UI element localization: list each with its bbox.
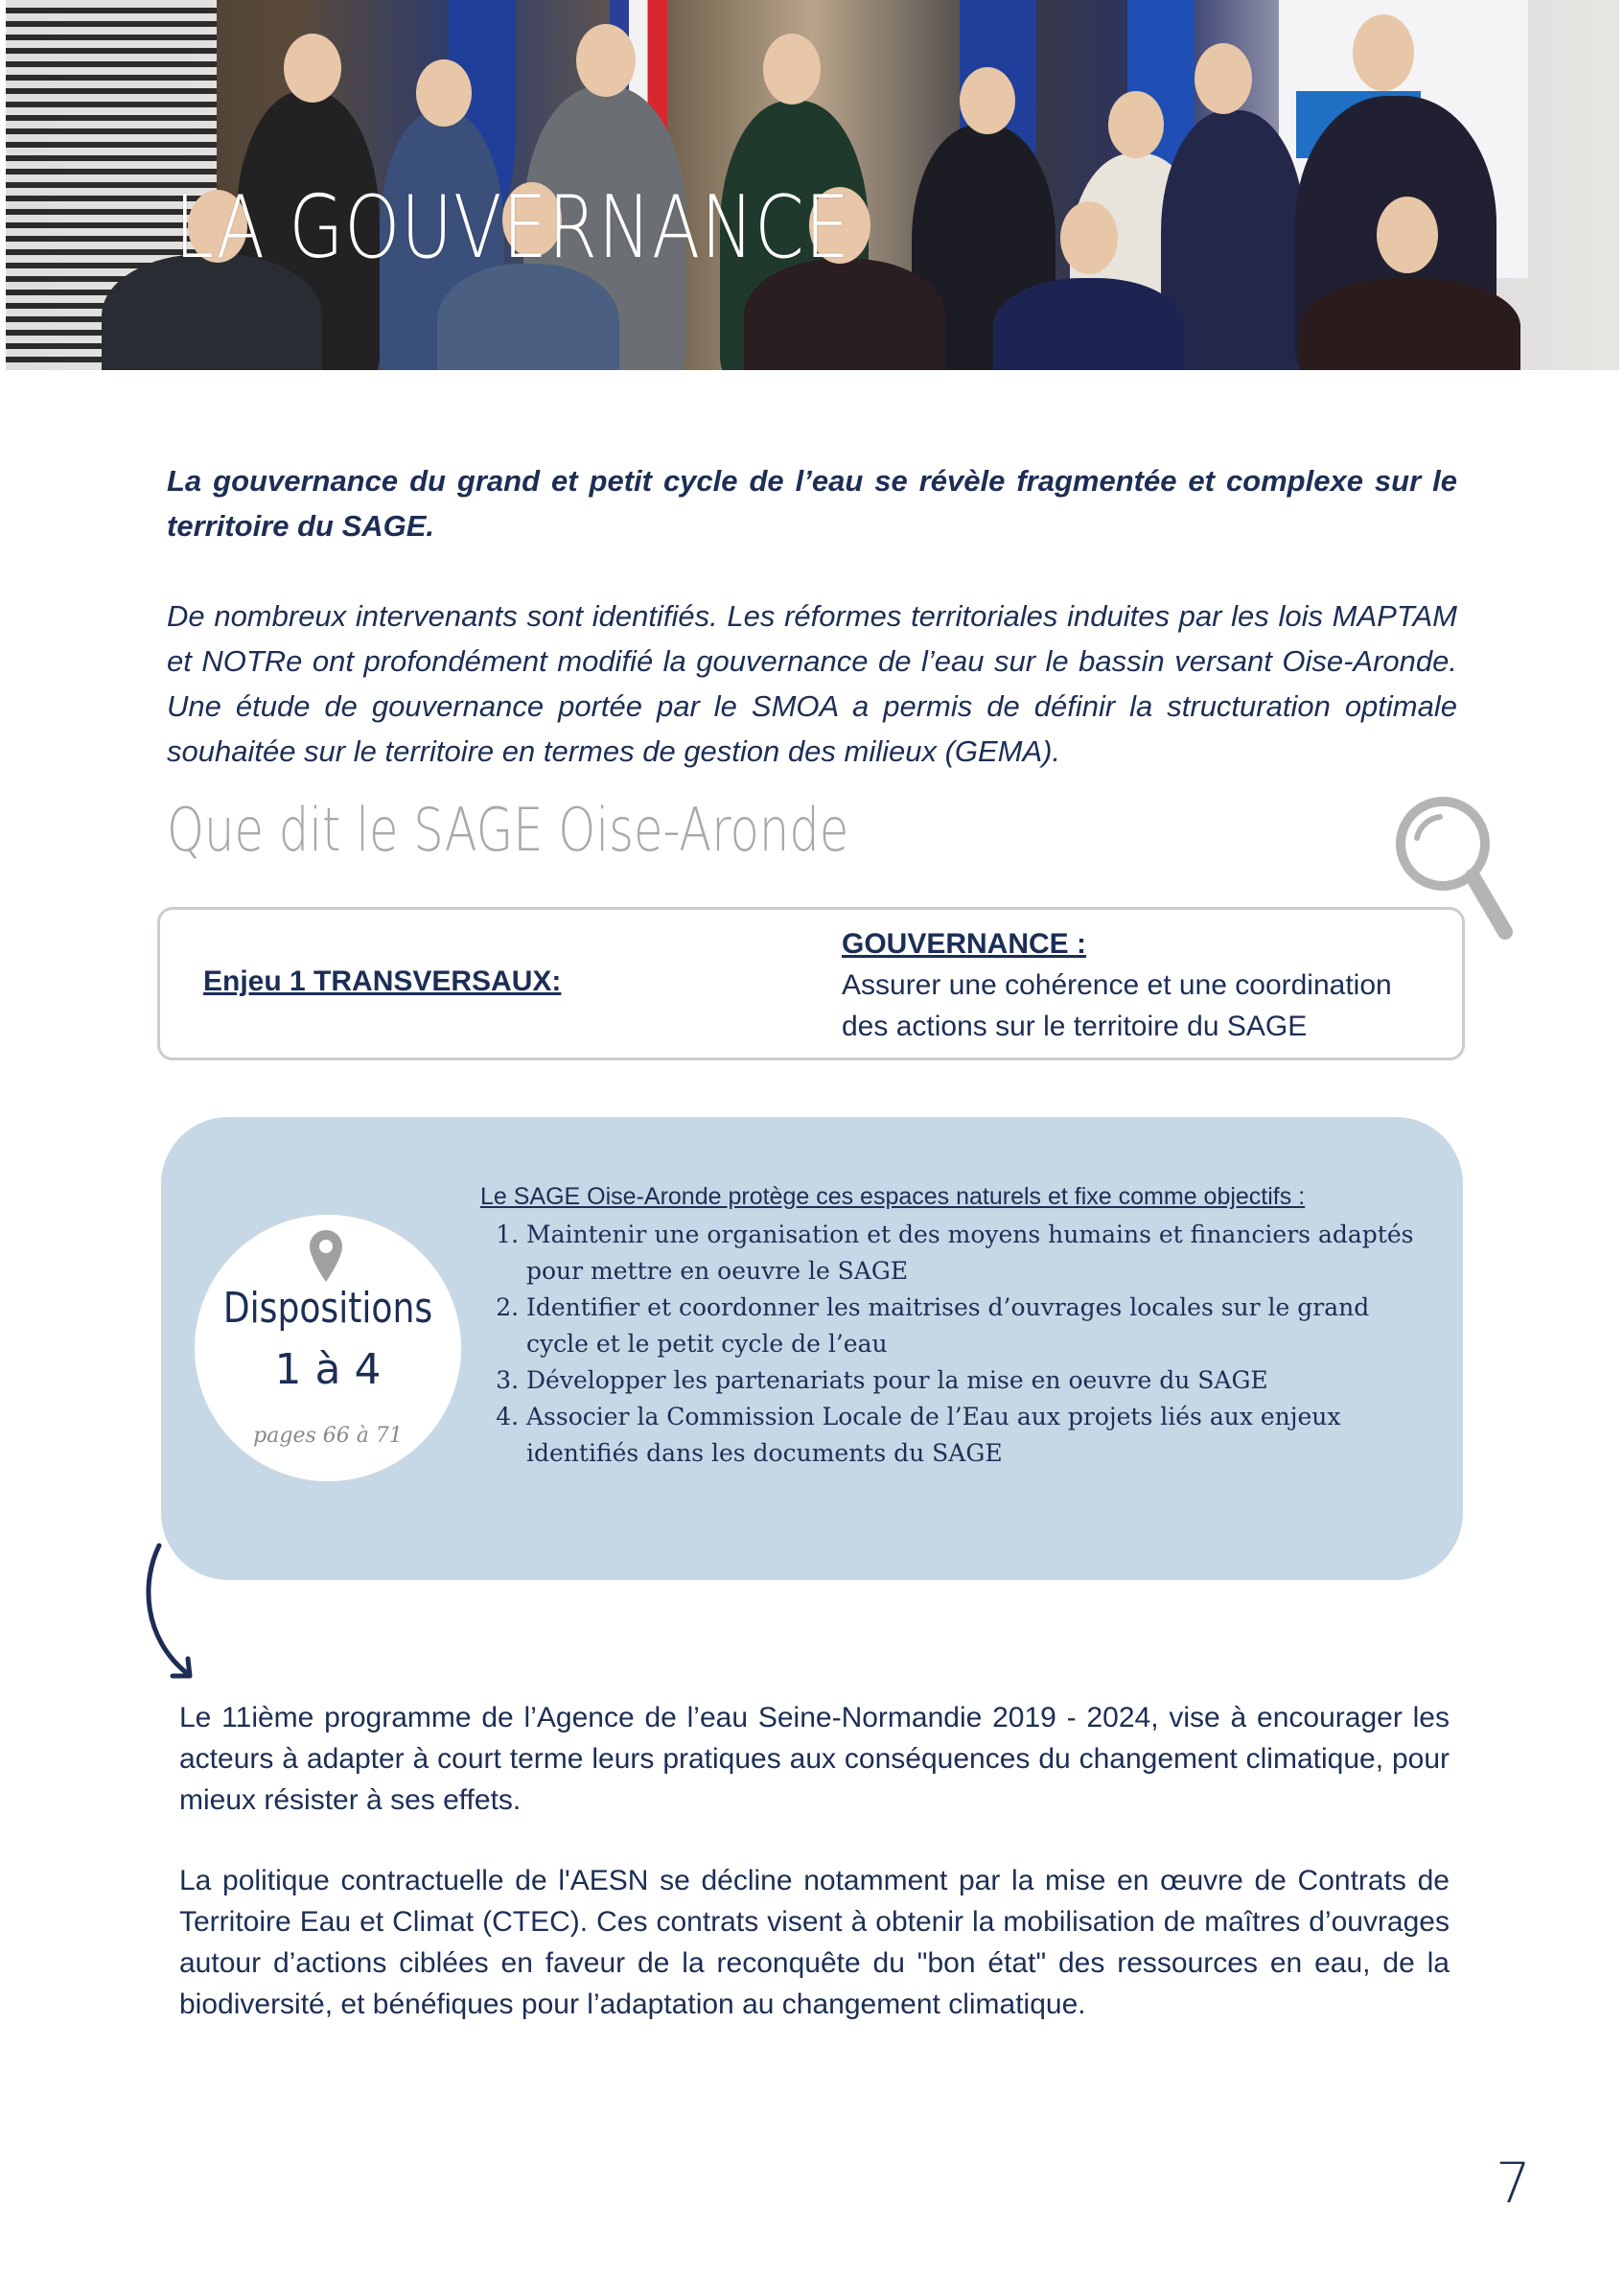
dispositions-intro: Le SAGE Oise-Aronde protège ces espaces naturels et fixe comme objectifs : <box>480 1183 1306 1210</box>
curved-arrow-icon <box>140 1542 207 1686</box>
dispositions-badge <box>195 1215 461 1481</box>
dispositions-content <box>480 1180 1429 1472</box>
person-head <box>763 34 821 105</box>
intro-lead: La gouvernance du grand et petit cycle de l’eau se révèle fragmentée et complexe sur le territoire du SAGE. <box>167 464 1457 543</box>
dispositions-pages: pages 66 à 71 <box>253 1424 403 1448</box>
body-paragraph: Le 11ième programme de l’Agence de l’eau Seine-Normandie 2019 - 2024, vise à encourager les acteurs à adapter à court terme leurs pratiques aux conséquences du changement climatique, pour mieux résister à ses effets. <box>179 1702 1450 1816</box>
enjeu-label: Enjeu 1 TRANSVERSAUX: <box>203 965 562 997</box>
location-pin-icon <box>308 1228 344 1284</box>
page-title: LA GOUVERNANCE <box>174 177 850 278</box>
list-item: 4. Associer la Commission Locale de l’Eau aux projets liés aux enjeux identifiés dans les documents du SAGE <box>526 1399 1429 1472</box>
header-photo <box>6 0 1619 370</box>
dispositions-title: Dispositions <box>222 1284 433 1333</box>
enjeu-title: GOUVERNANCE : <box>842 928 1087 960</box>
person-head <box>1060 201 1118 274</box>
intro-detail: De nombreux intervenants sont identifiés. Les réformes territoriales induites par les lois MAPTAM et NOTRe ont profondément modifié la gouvernance de l’eau sur le bassin versant Oise-Aronde. Une étude de gouvernance portée par le SMOA a permis de définir la structuration optimale souhaitée sur le territoire en termes de gestion des milieux (GEMA). <box>167 599 1457 768</box>
dispositions-panel <box>161 1117 1463 1580</box>
person-head <box>1353 14 1414 91</box>
person <box>993 278 1185 370</box>
section-heading: Que dit le SAGE Oise-Aronde <box>167 795 849 865</box>
enjeu-description <box>842 923 1436 1047</box>
enjeu-box <box>157 907 1465 1060</box>
person-head <box>960 67 1015 134</box>
body-paragraph: La politique contractuelle de l'AESN se décline notamment par la mise en œuvre de Contrats de Territoire Eau et Climat (CTEC). Ces contrats visent à obtenir la mobilisation de maîtres d’ouvrages autour d’actions ciblées en faveur de la reconquête du "bon état" des ressources en eau, de la biodiversité, et bénéfiques pour l’adaptation au changement climatique. <box>179 1865 1450 2020</box>
list-item: 3. Développer les partenariats pour la mise en oeuvre du SAGE <box>526 1362 1429 1399</box>
person-head <box>1195 43 1252 114</box>
objectives-list <box>480 1217 1429 1472</box>
person <box>437 264 619 370</box>
person-head <box>1108 91 1164 158</box>
person-head <box>284 34 341 103</box>
list-item: 2. Identifier et coordonner les maitrises d’ouvrages locales sur le grand cycle et le petit cycle de l’eau <box>526 1290 1429 1362</box>
person-head <box>576 24 636 97</box>
list-item: 1. Maintenir une organisation et des moyens humains et financiers adaptés pour mettre en oeuvre le SAGE <box>526 1217 1429 1290</box>
dispositions-range: 1 à 4 <box>274 1345 382 1394</box>
person <box>1300 278 1520 370</box>
page-number: 7 <box>1496 2151 1531 2216</box>
enjeu-text: Assurer une cohérence et une coordination des actions sur le territoire du SAGE <box>842 969 1392 1042</box>
person-head <box>416 59 472 127</box>
person-head <box>1377 197 1438 273</box>
